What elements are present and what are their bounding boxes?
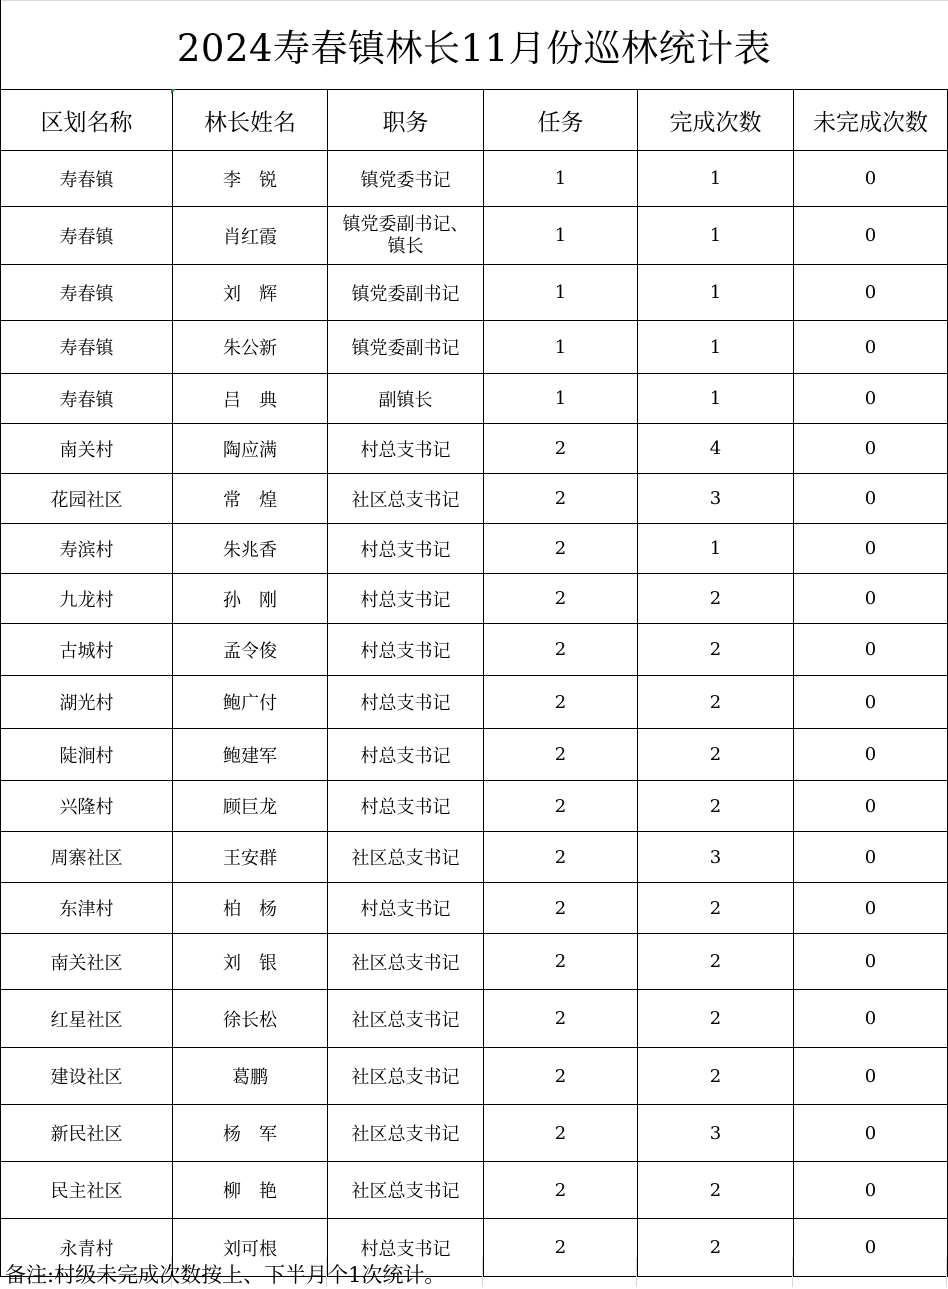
header-region[interactable]: 区划名称 xyxy=(1,90,173,151)
region-cell[interactable]: 永青村 xyxy=(1,1219,173,1277)
header-task[interactable]: 任务 xyxy=(484,90,638,151)
completed-cell[interactable]: 2 xyxy=(638,883,794,934)
completed-cell[interactable]: 2 xyxy=(638,781,794,832)
completed-cell[interactable]: 2 xyxy=(638,1048,794,1105)
completed-cell[interactable]: 2 xyxy=(638,990,794,1048)
region-cell[interactable]: 寿春镇 xyxy=(1,207,173,265)
gridline xyxy=(636,1257,637,1287)
task-cell[interactable]: 2 xyxy=(484,1162,638,1219)
position-cell[interactable]: 村总支书记 xyxy=(328,729,484,781)
table-row xyxy=(1,1162,948,1219)
table-row xyxy=(1,321,948,374)
table-row xyxy=(1,676,948,729)
uncompleted-cell[interactable]: 0 xyxy=(794,883,948,934)
table-title[interactable]: 2024寿春镇林长11月份巡林统计表 xyxy=(0,0,947,89)
task-cell[interactable]: 2 xyxy=(484,574,638,624)
completed-cell[interactable]: 3 xyxy=(638,1105,794,1162)
completed-cell[interactable]: 1 xyxy=(638,265,794,321)
uncompleted-cell[interactable]: 0 xyxy=(794,424,948,474)
task-cell[interactable]: 1 xyxy=(484,374,638,424)
task-cell[interactable]: 1 xyxy=(484,321,638,374)
region-cell[interactable]: 民主社区 xyxy=(1,1162,173,1219)
gridline xyxy=(482,1257,483,1287)
uncompleted-cell[interactable]: 0 xyxy=(794,1105,948,1162)
completed-cell[interactable]: 1 xyxy=(638,524,794,574)
task-cell[interactable]: 2 xyxy=(484,424,638,474)
name-cell[interactable]: 杨 军 xyxy=(173,1105,328,1162)
task-cell[interactable]: 2 xyxy=(484,781,638,832)
position-cell[interactable]: 村总支书记 xyxy=(328,524,484,574)
completed-cell[interactable]: 2 xyxy=(638,729,794,781)
position-cell[interactable]: 社区总支书记 xyxy=(328,1105,484,1162)
uncompleted-cell[interactable]: 0 xyxy=(794,474,948,524)
name-cell[interactable]: 孙 刚 xyxy=(173,574,328,624)
uncompleted-cell[interactable]: 0 xyxy=(794,1219,948,1277)
table-row xyxy=(1,1105,948,1162)
table-row xyxy=(1,207,948,265)
name-cell[interactable]: 刘可根 xyxy=(173,1219,328,1277)
uncompleted-cell[interactable]: 0 xyxy=(794,574,948,624)
completed-cell[interactable]: 1 xyxy=(638,321,794,374)
region-cell[interactable]: 新民社区 xyxy=(1,1105,173,1162)
task-cell[interactable]: 2 xyxy=(484,624,638,676)
completed-cell[interactable]: 2 xyxy=(638,1219,794,1277)
task-cell[interactable]: 2 xyxy=(484,883,638,934)
name-cell[interactable]: 常 煌 xyxy=(173,474,328,524)
position-cell[interactable]: 村总支书记 xyxy=(328,574,484,624)
cell-comment-marker xyxy=(171,89,176,94)
uncompleted-cell[interactable]: 0 xyxy=(794,151,948,207)
table-row xyxy=(1,832,948,883)
table-row xyxy=(1,781,948,832)
task-cell[interactable]: 2 xyxy=(484,474,638,524)
table-row xyxy=(1,729,948,781)
completed-cell[interactable]: 2 xyxy=(638,676,794,729)
region-cell[interactable]: 寿春镇 xyxy=(1,151,173,207)
table-row xyxy=(1,624,948,676)
uncompleted-cell[interactable]: 0 xyxy=(794,374,948,424)
name-cell[interactable]: 鲍广付 xyxy=(173,676,328,729)
region-cell[interactable]: 湖光村 xyxy=(1,676,173,729)
region-cell[interactable]: 南关村 xyxy=(1,424,173,474)
region-cell[interactable]: 南关社区 xyxy=(1,934,173,990)
completed-cell[interactable]: 2 xyxy=(638,934,794,990)
position-cell[interactable]: 镇党委副书记 xyxy=(328,321,484,374)
region-cell[interactable]: 寿春镇 xyxy=(1,321,173,374)
region-cell[interactable]: 建设社区 xyxy=(1,1048,173,1105)
position-cell[interactable]: 村总支书记 xyxy=(328,676,484,729)
uncompleted-cell[interactable]: 0 xyxy=(794,1048,948,1105)
task-cell[interactable]: 2 xyxy=(484,990,638,1048)
header-position[interactable]: 职务 xyxy=(328,90,484,151)
completed-cell[interactable]: 3 xyxy=(638,832,794,883)
task-cell[interactable]: 1 xyxy=(484,207,638,265)
name-cell[interactable]: 鲍建军 xyxy=(173,729,328,781)
completed-cell[interactable]: 2 xyxy=(638,624,794,676)
position-cell[interactable] xyxy=(328,207,484,265)
region-cell[interactable]: 东津村 xyxy=(1,883,173,934)
uncompleted-cell[interactable]: 0 xyxy=(794,990,948,1048)
name-cell[interactable]: 刘 银 xyxy=(173,934,328,990)
position-cell[interactable]: 村总支书记 xyxy=(328,883,484,934)
task-cell[interactable]: 2 xyxy=(484,832,638,883)
name-cell[interactable]: 李 锐 xyxy=(173,151,328,207)
position-cell[interactable]: 村总支书记 xyxy=(328,1219,484,1277)
table-row xyxy=(1,990,948,1048)
position-cell[interactable]: 副镇长 xyxy=(328,374,484,424)
uncompleted-cell[interactable]: 0 xyxy=(794,265,948,321)
name-cell[interactable]: 朱公新 xyxy=(173,321,328,374)
uncompleted-cell[interactable]: 0 xyxy=(794,524,948,574)
uncompleted-cell[interactable]: 0 xyxy=(794,781,948,832)
forest-patrol-table xyxy=(0,89,948,1277)
position-cell[interactable]: 社区总支书记 xyxy=(328,474,484,524)
position-cell[interactable]: 镇党委副书记 xyxy=(328,265,484,321)
position-cell[interactable]: 村总支书记 xyxy=(328,781,484,832)
name-cell[interactable]: 徐长松 xyxy=(173,990,328,1048)
region-cell[interactable]: 寿春镇 xyxy=(1,374,173,424)
task-cell[interactable]: 2 xyxy=(484,1105,638,1162)
name-cell[interactable]: 朱兆香 xyxy=(173,524,328,574)
task-cell[interactable]: 2 xyxy=(484,524,638,574)
name-cell[interactable]: 孟令俊 xyxy=(173,624,328,676)
remark-note[interactable]: 备注:村级未完成次数按上、下半月个1次统计。 xyxy=(5,1263,446,1287)
task-cell[interactable]: 2 xyxy=(484,1048,638,1105)
table-row xyxy=(1,524,948,574)
name-cell[interactable]: 吕 典 xyxy=(173,374,328,424)
completed-cell[interactable]: 4 xyxy=(638,424,794,474)
name-cell[interactable]: 葛鹏 xyxy=(173,1048,328,1105)
region-cell[interactable]: 古城村 xyxy=(1,624,173,676)
position-cell[interactable]: 社区总支书记 xyxy=(328,990,484,1048)
task-cell[interactable]: 2 xyxy=(484,676,638,729)
header-forest-chief-name[interactable]: 林长姓名 xyxy=(173,90,328,151)
task-cell[interactable]: 1 xyxy=(484,265,638,321)
uncompleted-cell[interactable]: 0 xyxy=(794,832,948,883)
table-row xyxy=(1,424,948,474)
position-cell[interactable]: 社区总支书记 xyxy=(328,1162,484,1219)
uncompleted-cell[interactable]: 0 xyxy=(794,207,948,265)
region-cell[interactable]: 寿滨村 xyxy=(1,524,173,574)
header-completed-count[interactable]: 完成次数 xyxy=(638,90,794,151)
region-cell[interactable]: 花园社区 xyxy=(1,474,173,524)
table-row xyxy=(1,265,948,321)
position-cell[interactable]: 镇党委书记 xyxy=(328,151,484,207)
uncompleted-cell[interactable]: 0 xyxy=(794,1162,948,1219)
completed-cell[interactable]: 1 xyxy=(638,151,794,207)
task-cell[interactable]: 2 xyxy=(484,934,638,990)
completed-cell[interactable]: 2 xyxy=(638,1162,794,1219)
table-row xyxy=(1,574,948,624)
completed-cell[interactable]: 3 xyxy=(638,474,794,524)
completed-cell[interactable]: 2 xyxy=(638,574,794,624)
region-cell[interactable]: 九龙村 xyxy=(1,574,173,624)
name-cell[interactable]: 陶应满 xyxy=(173,424,328,474)
table-row xyxy=(1,474,948,524)
uncompleted-cell[interactable]: 0 xyxy=(794,934,948,990)
completed-cell[interactable]: 1 xyxy=(638,374,794,424)
table-row xyxy=(1,883,948,934)
position-cell[interactable]: 社区总支书记 xyxy=(328,1048,484,1105)
name-cell[interactable]: 肖红霞 xyxy=(173,207,328,265)
task-cell[interactable]: 2 xyxy=(484,1219,638,1277)
region-cell[interactable]: 寿春镇 xyxy=(1,265,173,321)
completed-cell[interactable]: 1 xyxy=(638,207,794,265)
uncompleted-cell[interactable]: 0 xyxy=(794,729,948,781)
header-row xyxy=(1,90,948,151)
table-row xyxy=(1,934,948,990)
uncompleted-cell[interactable]: 0 xyxy=(794,676,948,729)
region-cell[interactable]: 周寨社区 xyxy=(1,832,173,883)
uncompleted-cell[interactable]: 0 xyxy=(794,321,948,374)
position-cell[interactable]: 社区总支书记 xyxy=(328,832,484,883)
table-row xyxy=(1,151,948,207)
position-cell[interactable]: 村总支书记 xyxy=(328,624,484,676)
position-line: 镇党委副书记、 xyxy=(342,213,469,235)
position-cell[interactable]: 社区总支书记 xyxy=(328,934,484,990)
region-cell[interactable]: 兴隆村 xyxy=(1,781,173,832)
header-uncompleted-count[interactable]: 未完成次数 xyxy=(794,90,948,151)
name-cell[interactable]: 刘 辉 xyxy=(173,265,328,321)
gridline xyxy=(792,1257,793,1287)
name-cell[interactable]: 顾巨龙 xyxy=(173,781,328,832)
region-cell[interactable]: 红星社区 xyxy=(1,990,173,1048)
name-cell[interactable]: 柏 杨 xyxy=(173,883,328,934)
name-cell[interactable]: 柳 艳 xyxy=(173,1162,328,1219)
uncompleted-cell[interactable]: 0 xyxy=(794,624,948,676)
position-line: 镇长 xyxy=(387,235,424,257)
task-cell[interactable]: 2 xyxy=(484,729,638,781)
gridline xyxy=(946,1257,947,1287)
task-cell[interactable]: 1 xyxy=(484,151,638,207)
table-row xyxy=(1,1048,948,1105)
position-cell[interactable]: 村总支书记 xyxy=(328,424,484,474)
region-cell[interactable]: 陡涧村 xyxy=(1,729,173,781)
name-cell[interactable]: 王安群 xyxy=(173,832,328,883)
table-row xyxy=(1,374,948,424)
